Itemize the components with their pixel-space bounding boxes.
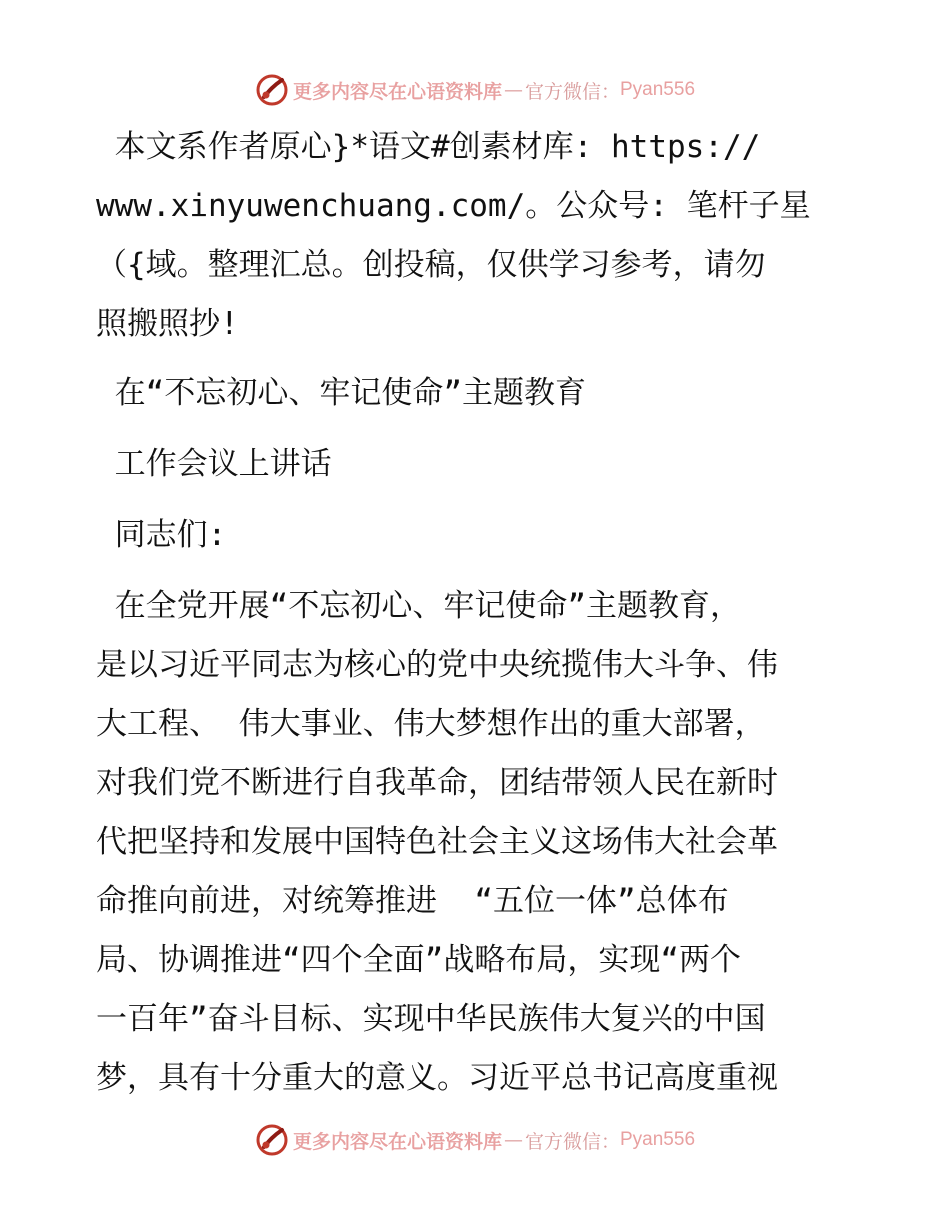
text-line: 命推向前进，对统筹推进 “五位一体”总体布 <box>96 883 729 919</box>
document-body <box>96 118 856 1108</box>
watermark-wechat-label: 官方微信： <box>524 1130 620 1153</box>
text-line: 一百年”奋斗目标、实现中华民族伟大复兴的中国 <box>96 1001 766 1037</box>
text-line: 代把坚持和发展中国特色社会主义这场伟大社会革 <box>96 824 778 860</box>
text-line: （{域。整理汇总。创投稿，仅供学习参考，请勿 <box>96 247 766 283</box>
brush-logo-icon <box>255 1123 289 1157</box>
text-line: www.xinyuwenchuang.com/。公众号: 笔杆子星 <box>96 188 811 224</box>
text-line: 梦，具有十分重大的意义。习近平总书记高度重视 <box>96 1060 778 1096</box>
watermark-wechat-id: Pyan556 <box>620 1129 696 1150</box>
text-line: 照搬照抄! <box>96 306 239 342</box>
text-line: 在全党开展“不忘初心、牢记使命”主题教育， <box>96 588 741 624</box>
watermark-wechat-label: 官方微信： <box>524 80 620 103</box>
watermark-banner-bottom <box>0 1120 950 1160</box>
text-line: 局、协调推进“四个全面”战略布局，实现“两个 <box>96 942 741 978</box>
watermark-banner-top <box>0 70 950 110</box>
text-line: 大工程、 伟大事业、伟大梦想作出的重大部署， <box>96 706 766 742</box>
watermark-text: 更多内容尽在心语资料库 <box>292 1130 502 1153</box>
brush-logo-icon <box>255 73 289 107</box>
text-line: 对我们党不断进行自我革命，团结带领人民在新时 <box>96 765 778 801</box>
salutation: 同志们: <box>96 517 227 553</box>
text-line: 是以习近平同志为核心的党中央统揽伟大斗争、伟 <box>96 647 778 683</box>
watermark-wechat-id: Pyan556 <box>620 79 696 100</box>
text-line: 本文系作者原心}*语文#创素材库: https:// <box>96 129 761 165</box>
watermark-text: 更多内容尽在心语资料库 <box>292 80 502 103</box>
watermark-separator: — <box>503 1129 523 1151</box>
document-title-line-1: 在“不忘初心、牢记使命”主题教育 <box>96 375 586 411</box>
document-title-line-2: 工作会议上讲话 <box>96 446 332 482</box>
watermark-separator: — <box>503 79 523 101</box>
